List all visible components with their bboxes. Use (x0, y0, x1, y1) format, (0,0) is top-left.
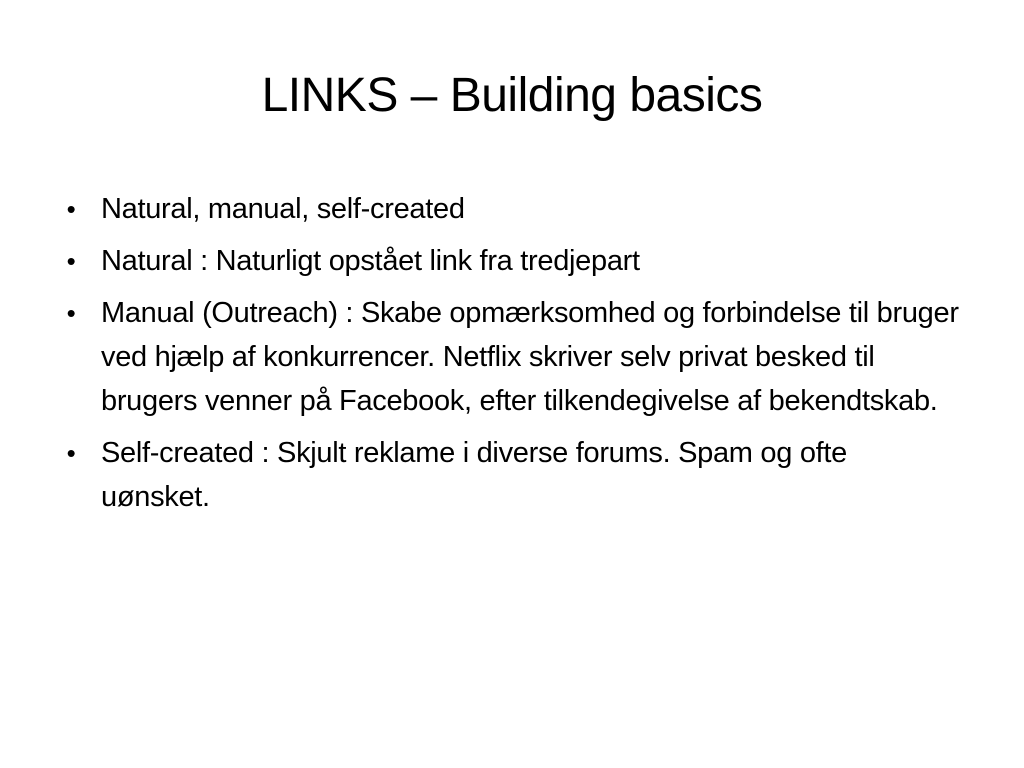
bullet-text: Self-created : Skjult reklame i diverse forums. Spam og ofte uønsket. (101, 437, 847, 513)
bullet-text: Manual (Outreach) : Skabe opmærksomhed og forbindelse til bruger ved hjælp af konkurrencer. Netflix skriver selv privat besked til brugers venner på Facebook, efter tilkendegivelse af bekendtskab. (101, 297, 959, 417)
bullet-icon: • (66, 298, 76, 328)
bullet-icon: • (66, 246, 76, 276)
slide-title: LINKS – Building basics (261, 69, 763, 122)
bullet-item (60, 239, 960, 283)
bullet-item (60, 187, 960, 231)
bullet-icon: • (66, 194, 76, 224)
bullet-item (60, 291, 960, 423)
bullet-text: Natural : Naturligt opstået link fra tredjepart (101, 245, 640, 277)
bullet-icon: • (66, 438, 76, 468)
bullet-item (60, 431, 960, 519)
bullet-text: Natural, manual, self-created (101, 193, 465, 225)
bullet-list (60, 187, 960, 527)
